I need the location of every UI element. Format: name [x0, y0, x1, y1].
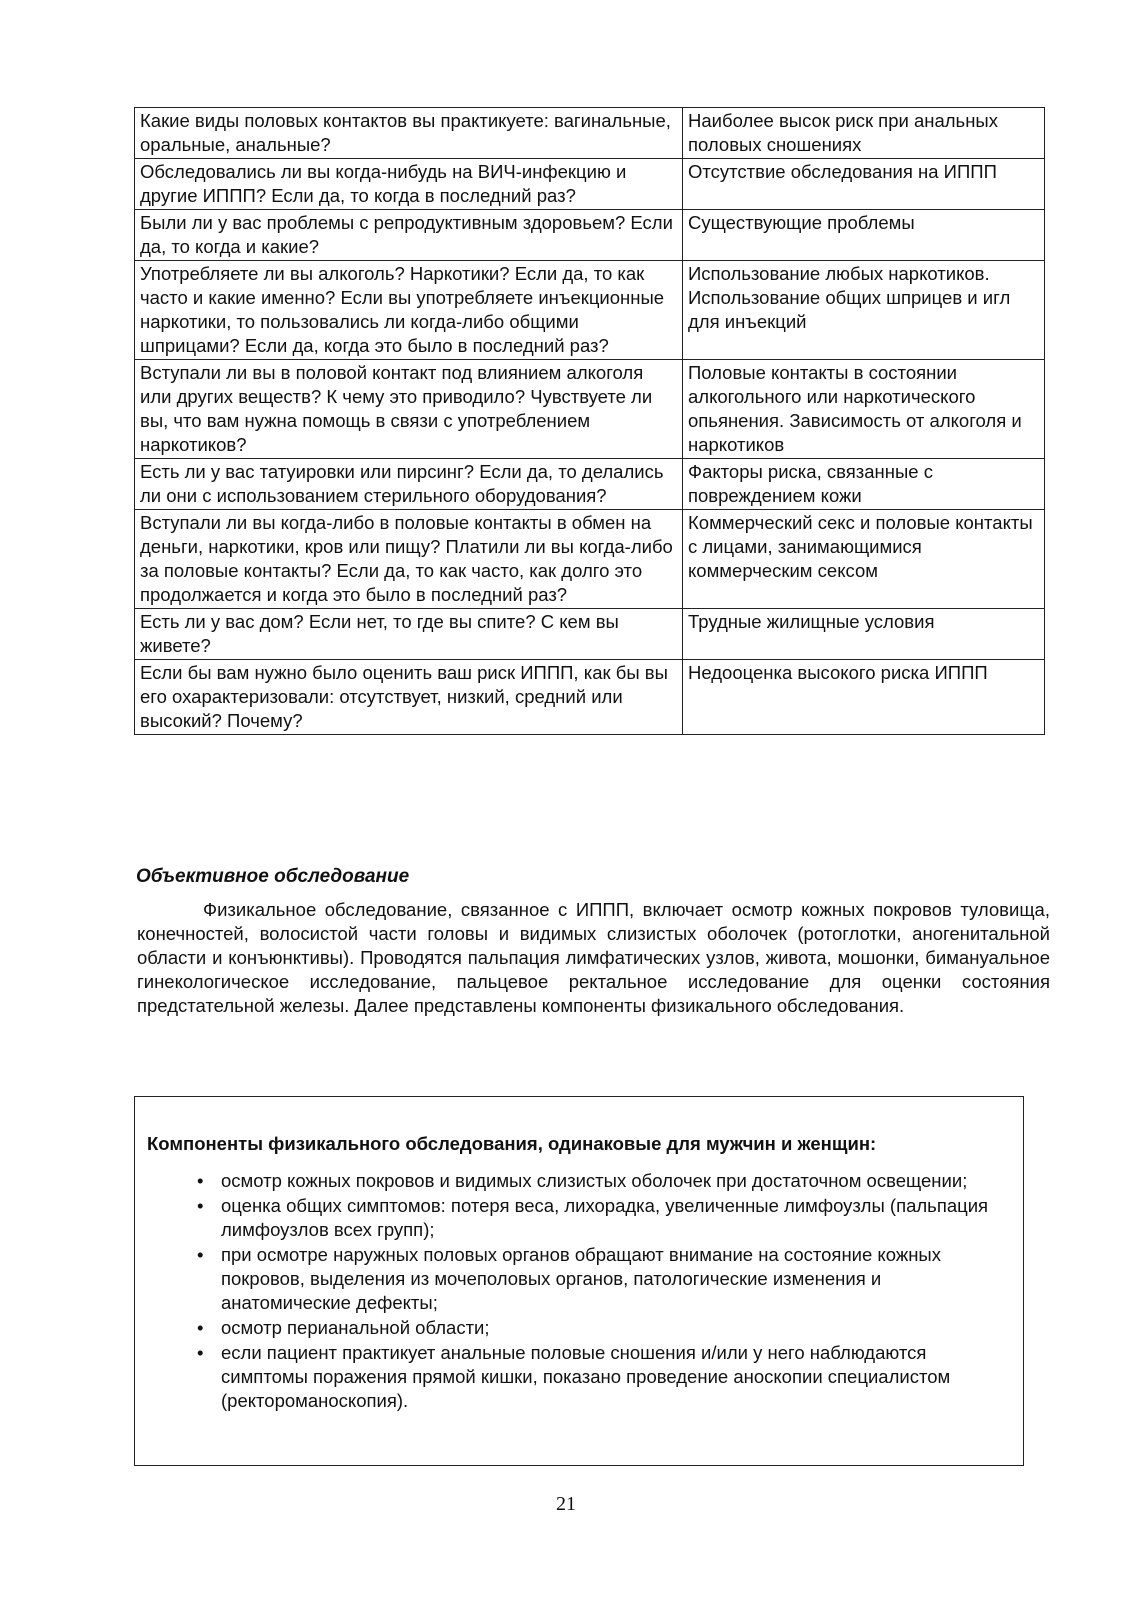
question-cell: Если бы вам нужно было оценить ваш риск ИППП, как бы вы его охарактеризовали: отсутствует, низкий, средний или высокий? Почему? — [135, 660, 683, 735]
question-cell: Вступали ли вы в половой контакт под влиянием алкоголя или других веществ? К чему это приводило? Чувствуете ли вы, что вам нужна помощь в связи с употреблением наркотиков? — [135, 360, 683, 459]
bullet-icon: • — [197, 1170, 204, 1191]
risk-cell: Наиболее высок риск при анальных половых сношениях — [683, 108, 1045, 159]
section-heading: Объективное обследование — [136, 866, 410, 887]
table-row — [135, 510, 1045, 609]
body-paragraph: Физикальное обследование, связанное с ИППП, включает осмотр кожных покровов туловища, конечностей, волосистой части головы и видимых слизистых оболочек (ротоглотки, аногенитальной области и конъюнктивы). Проводятся пальпация лимфатических узлов, живота, мошонки, бимануальное гинекологическое исследование, пальцевое ректальное исследование для оценки состояния предстательной железы. Далее представлены компоненты физикального обследования. — [137, 899, 1050, 1016]
table-row — [135, 108, 1045, 159]
list-item — [197, 1341, 997, 1413]
table-row — [135, 360, 1045, 459]
page-number: 21 — [556, 1493, 576, 1515]
risk-cell: Отсутствие обследования на ИППП — [683, 159, 1045, 210]
list-item-text: оценка общих симптомов: потеря веса, лихорадка, увеличенные лимфоузлы (пальпация лимфоузлов всех групп); — [221, 1195, 989, 1240]
risk-assessment-table — [134, 107, 1045, 735]
risk-cell: Использование любых наркотиков. Использование общих шприцев и игл для инъекций — [683, 261, 1045, 360]
risk-cell: Половые контакты в состоянии алкогольного или наркотического опьянения. Зависимость от алкоголя и наркотиков — [683, 360, 1045, 459]
risk-cell: Существующие проблемы — [683, 210, 1045, 261]
list-item — [197, 1316, 997, 1340]
exam-components-list — [197, 1169, 997, 1414]
bullet-icon: • — [197, 1317, 204, 1338]
question-cell: Употребляете ли вы алкоголь? Наркотики? Если да, то как часто и какие именно? Если вы употребляете инъекционные наркотики, то пользовались ли когда-либо общими шприцами? Если да, когда это было в последний раз? — [135, 261, 683, 360]
table-row — [135, 459, 1045, 510]
question-cell: Обследовались ли вы когда-нибудь на ВИЧ-инфекцию и другие ИППП? Если да, то когда в последний раз? — [135, 159, 683, 210]
risk-cell: Недооценка высокого риска ИППП — [683, 660, 1045, 735]
bullet-icon: • — [197, 1244, 204, 1265]
bullet-icon: • — [197, 1195, 204, 1216]
bullet-icon: • — [197, 1342, 204, 1363]
table-row — [135, 210, 1045, 261]
risk-cell: Трудные жилищные условия — [683, 609, 1045, 660]
table-row — [135, 261, 1045, 360]
risk-cell: Коммерческий секс и половые контакты с лицами, занимающимися коммерческим сексом — [683, 510, 1045, 609]
list-item — [197, 1169, 997, 1193]
list-item-text: если пациент практикует анальные половые сношения и/или у него наблюдаются симптомы поражения прямой кишки, показано проведение аноскопии специалистом (ректороманоскопия). — [221, 1342, 951, 1411]
risk-cell: Факторы риска, связанные с повреждением кожи — [683, 459, 1045, 510]
list-item-text: осмотр перианальной области; — [221, 1317, 490, 1338]
table-row — [135, 159, 1045, 210]
list-item — [197, 1243, 997, 1315]
table-row — [135, 609, 1045, 660]
exam-components-box — [134, 1096, 1024, 1466]
question-cell: Были ли у вас проблемы с репродуктивным здоровьем? Если да, то когда и какие? — [135, 210, 683, 261]
box-heading: Компоненты физикального обследования, одинаковые для мужчин и женщин: — [147, 1133, 877, 1154]
list-item-text: при осмотре наружных половых органов обращают внимание на состояние кожных покровов, выделения из мочеполовых органов, патологические изменения и анатомические дефекты; — [221, 1244, 941, 1313]
question-cell: Есть ли у вас дом? Если нет, то где вы спите? С кем вы живете? — [135, 609, 683, 660]
question-cell: Какие виды половых контактов вы практикуете: вагинальные, оральные, анальные? — [135, 108, 683, 159]
list-item-text: осмотр кожных покровов и видимых слизистых оболочек при достаточном освещении; — [221, 1170, 968, 1191]
question-cell: Есть ли у вас татуировки или пирсинг? Если да, то делались ли они с использованием стерильного оборудования? — [135, 459, 683, 510]
list-item — [197, 1194, 997, 1242]
question-cell: Вступали ли вы когда-либо в половые контакты в обмен на деньги, наркотики, кров или пищу? Платили ли вы когда-либо за половые контакты? Если да, то как часто, как долго это продолжается и когда это было в последний раз? — [135, 510, 683, 609]
table-row — [135, 660, 1045, 735]
